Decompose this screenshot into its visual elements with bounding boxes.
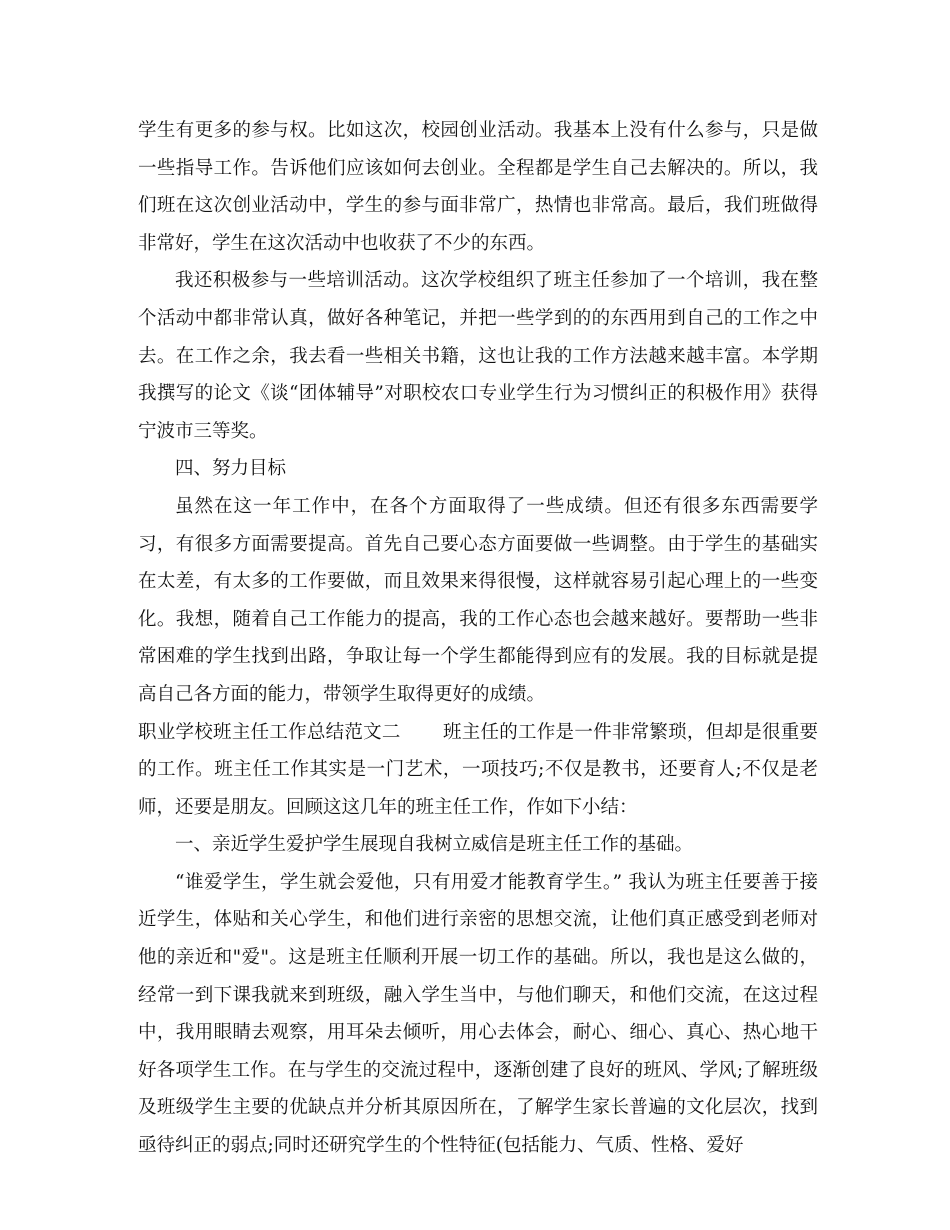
- section-heading-goals: 四、努力目标: [175, 458, 287, 480]
- sample-two-intro: 班主任的工作是一件非常繁琐，但却是很重要的工作。班主任工作其实是一门艺术，一项技巧;不仅是教书，还要育人;不仅是老师，还要是朋友。回顾这这几年的班主任工作，作如下小结：: [138, 721, 818, 818]
- paragraph-goals: 虽然在这一年工作中，在各个方面取得了一些成绩。但还有很多东西需要学习，有很多方面需要提高。首先自己要心态方面要做一些调整。由于学生的基础实在太差，有太多的工作要做，而且效果来得很慢，这样就容易引起心理上的一些变化。我想，随着自己工作能力的提高，我的工作心态也会越来越好。要帮助一些非常困难的学生找到出路，争取让每一个学生都能得到应有的发展。我的目标就是提高自己各方面的能力，带领学生取得更好的成绩。: [138, 495, 818, 705]
- section-heading-foundation: 一、亲近学生爱护学生展现自我树立威信是班主任工作的基础。: [175, 834, 694, 856]
- document-body: [138, 112, 818, 1165]
- paragraph-sample-two: [138, 714, 818, 827]
- paragraph-training-activities: 我还积极参与一些培训活动。这次学校组织了班主任参加了一个培训，我在整个活动中都非常认真，做好各种笔记，并把一些学到的的东西用到自己的工作之中去。在工作之余，我去看一些相关书籍，这也让我的工作方法越来越丰富。本学期我撰写的论文《谈“团体辅导”对职校农口专业学生行为习惯纠正的积极作用》获得宁波市三等奖。: [138, 270, 818, 442]
- paragraph-campus-entrepreneurship: 学生有更多的参与权。比如这次，校园创业活动。我基本上没有什么参与，只是做一些指导工作。告诉他们应该如何去创业。全程都是学生自己去解决的。所以，我们班在这次创业活动中，学生的参与面非常广，热情也非常高。最后，我们班做得非常好，学生在这次活动中也收获了不少的东西。: [138, 120, 818, 254]
- sample-two-title: 职业学校班主任工作总结范文二: [138, 721, 401, 743]
- paragraph-love-students: “谁爱学生，学生就会爱他，只有用爱才能教育学生。” 我认为班主任要善于接近学生，体贴和关心学生，和他们进行亲密的思想交流，让他们真正感受到老师对他的亲近和"爱"。这是班主任顺利开展一切工作的基础。所以，我也是这么做的，经常一到下课我就来到班级，融入学生当中，与他们聊天，和他们交流，在这过程中，我用眼睛去观察，用耳朵去倾听，用心去体会，耐心、细心、真心、热心地干好各项学生工作。在与学生的交流过程中，逐渐创建了良好的班风、学风;了解班级及班级学生主要的优缺点并分析其原因所在，了解学生家长普遍的文化层次，找到亟待纠正的弱点;同时还研究学生的个性特征(包括能力、气质、性格、爱好: [138, 871, 818, 1157]
